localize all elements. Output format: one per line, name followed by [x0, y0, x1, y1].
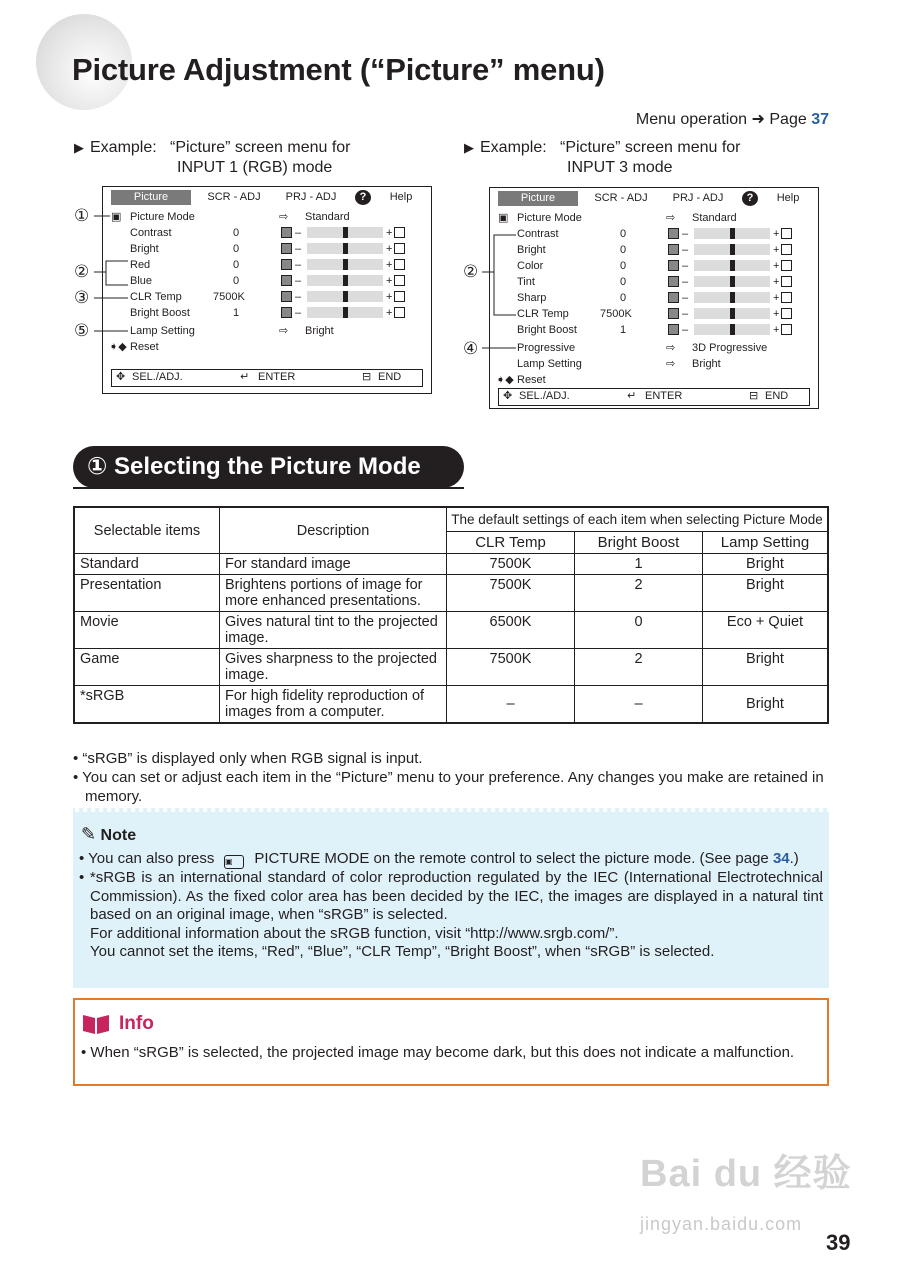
- note-bullet-2-line3: You cannot set the items, “Red”, “Blue”, “CLR Temp”, “Bright Boost”, when “sRGB” is selected.: [90, 943, 715, 960]
- osd-tab-bar: [498, 191, 810, 206]
- note-box: [73, 808, 829, 988]
- adjust-slider[interactable]: [694, 308, 770, 319]
- osd-row-value: Standard: [692, 212, 737, 224]
- adjust-slider[interactable]: [694, 244, 770, 255]
- osd-row-value: 1: [620, 324, 627, 336]
- osd-row-label: CLR Temp: [130, 291, 182, 303]
- adjust-plus-icon: [394, 275, 405, 286]
- osd-footer: [498, 388, 810, 406]
- plus-sign: +: [386, 307, 393, 319]
- adjust-plus-icon: [781, 244, 792, 255]
- osd-row-label: Contrast: [130, 227, 172, 239]
- cell-clr-temp: –: [447, 686, 575, 724]
- minus-sign: –: [682, 260, 689, 272]
- adjust-slider[interactable]: [307, 291, 383, 302]
- picture-mode-icon: ▣: [498, 212, 509, 224]
- section-divider: [73, 487, 464, 489]
- sel-adj-icon: ✥: [116, 371, 126, 383]
- callout-3: ③: [74, 288, 90, 307]
- table-row: [74, 686, 828, 724]
- osd-row-label: CLR Temp: [517, 308, 569, 320]
- minus-sign: –: [682, 292, 689, 304]
- book-icon: [81, 1012, 111, 1036]
- osd-row-label: Bright: [517, 244, 546, 256]
- adjust-plus-icon: [781, 260, 792, 271]
- minus-sign: –: [682, 276, 689, 288]
- osd-row-value: 0: [233, 259, 240, 271]
- table-row: [74, 554, 828, 575]
- cell-description: Gives sharpness to the projected image.: [220, 649, 447, 686]
- osd-row-reset[interactable]: [490, 372, 818, 388]
- callout-1: ①: [74, 206, 90, 225]
- example-line1: “Picture” screen menu for: [170, 139, 351, 156]
- cell-clr-temp: 7500K: [447, 649, 575, 686]
- osd-row-picture-mode[interactable]: [103, 209, 431, 225]
- osd-row-value: 1: [233, 307, 240, 319]
- osd-row-value: 0: [233, 275, 240, 287]
- osd-row-label: Bright Boost: [517, 324, 577, 336]
- adjust-slider[interactable]: [694, 276, 770, 287]
- cell-bright-boost: 2: [575, 575, 703, 612]
- example-label: Example:: [480, 139, 547, 156]
- submenu-arrow-icon: ⇨: [666, 342, 676, 354]
- cell-bright-boost: 0: [575, 612, 703, 649]
- left-callout-leader-lines: [90, 205, 130, 340]
- osd-row-contrast[interactable]: [103, 225, 431, 241]
- osd-row-label: Picture Mode: [517, 212, 582, 224]
- cell-bright-boost: –: [575, 686, 703, 724]
- menu-operation-page-link[interactable]: 37: [811, 111, 829, 128]
- slider-knob[interactable]: [343, 243, 348, 254]
- note-title-text: Note: [100, 827, 137, 844]
- plus-sign: +: [386, 259, 393, 271]
- slider-knob[interactable]: [730, 308, 735, 319]
- osd-row-value: 7500K: [213, 291, 245, 303]
- cell-item: Presentation: [74, 575, 220, 612]
- cell-item: *sRGB: [74, 686, 220, 724]
- minus-sign: –: [295, 291, 302, 303]
- osd-row-value: 0: [620, 244, 627, 256]
- note-bullet-2: • *sRGB is an international standard of color reproduction regulated by the IEC (International Electrotechnical Commission). As the fixed color area has been decided by the IEC, the images are displayed in a natural tint based on an original image, when “sRGB” is selected.: [79, 869, 823, 923]
- osd-row-value: Bright: [692, 358, 721, 370]
- osd-row-lamp-setting[interactable]: [490, 356, 818, 372]
- cell-lamp-setting: Bright: [703, 575, 829, 612]
- enter-icon: ↵: [627, 390, 637, 402]
- plus-sign: +: [386, 291, 393, 303]
- minus-sign: –: [682, 244, 689, 256]
- osd-row-clr-temp[interactable]: [490, 306, 818, 322]
- osd-row-bright-boost[interactable]: [103, 305, 431, 321]
- osd-row-contrast[interactable]: [490, 226, 818, 242]
- cell-description: Gives natural tint to the projected image.: [220, 612, 447, 649]
- note-b1-end: .): [789, 850, 799, 867]
- adjust-plus-icon: [781, 308, 792, 319]
- slider-knob[interactable]: [730, 292, 735, 303]
- cell-lamp-setting: Bright: [703, 686, 829, 724]
- adjust-plus-icon: [781, 292, 792, 303]
- footer-end-label: END: [378, 371, 402, 383]
- adjust-minus-icon: [668, 260, 679, 271]
- note-dot-border: [73, 808, 829, 814]
- table-row: [74, 575, 828, 612]
- info-box: [73, 998, 829, 1086]
- adjust-minus-icon: [668, 324, 679, 335]
- tab-scr-adj[interactable]: SCR - ADJ: [594, 192, 648, 204]
- cell-description: Brightens portions of image for more enhanced presentations.: [220, 575, 447, 612]
- minus-sign: –: [295, 307, 302, 319]
- osd-row-sharp[interactable]: [490, 290, 818, 306]
- adjust-minus-icon: [281, 227, 292, 238]
- footnote-srgb: • “sRGB” is displayed only when RGB signal is input.: [73, 750, 423, 767]
- osd-row-picture-mode[interactable]: [490, 210, 818, 226]
- header-clr-temp: CLR Temp: [447, 532, 575, 554]
- note-b1-pre: • You can also press: [79, 850, 215, 867]
- reset-arrows-icon: ➧◆: [109, 341, 127, 353]
- slider-knob[interactable]: [343, 291, 348, 302]
- plus-sign: +: [773, 244, 780, 256]
- osd-row-label: Blue: [130, 275, 153, 287]
- picture-mode-button-icon: ▣: [224, 855, 244, 869]
- cell-description: For high fidelity reproduction of images from a computer.: [220, 686, 447, 724]
- adjust-plus-icon: [394, 291, 405, 302]
- menu-operation-ref: [636, 109, 829, 129]
- plus-sign: +: [773, 308, 780, 320]
- osd-footer: [111, 369, 423, 387]
- adjust-minus-icon: [668, 276, 679, 287]
- example-label: Example:: [90, 139, 157, 156]
- slider-knob[interactable]: [730, 324, 735, 335]
- adjust-slider[interactable]: [694, 228, 770, 239]
- osd-row-value: 0: [620, 292, 627, 304]
- tab-prj-adj[interactable]: PRJ - ADJ: [285, 191, 337, 203]
- osd-row-label: Sharp: [517, 292, 547, 304]
- osd-row-label: Reset: [130, 341, 159, 353]
- baidu-watermark-url: jingyan.baidu.com: [640, 1214, 803, 1234]
- minus-sign: –: [682, 228, 689, 240]
- osd-tab-bar: [111, 190, 423, 205]
- osd-row-tint[interactable]: [490, 274, 818, 290]
- slider-knob[interactable]: [343, 259, 348, 270]
- tab-scr-adj[interactable]: SCR - ADJ: [207, 191, 261, 203]
- info-title: Info: [119, 1013, 154, 1034]
- slider-knob[interactable]: [343, 227, 348, 238]
- callout-2-right: ②: [463, 262, 479, 281]
- adjust-minus-icon: [281, 243, 292, 254]
- slider-knob[interactable]: [730, 276, 735, 287]
- adjust-plus-icon: [781, 228, 792, 239]
- note-bullet-2-line2: For additional information about the sRGB function, visit “http://www.srgb.com/”.: [90, 924, 619, 942]
- tab-help[interactable]: Help: [389, 191, 413, 203]
- adjust-plus-icon: [394, 259, 405, 270]
- plus-sign: +: [773, 228, 780, 240]
- adjust-minus-icon: [281, 307, 292, 318]
- osd-row-value: 0: [233, 243, 240, 255]
- osd-row-red[interactable]: [103, 257, 431, 273]
- table-footnotes: [73, 749, 829, 806]
- example-line2: INPUT 1 (RGB) mode: [177, 159, 333, 176]
- picture-mode-icon: ▣: [111, 211, 122, 223]
- adjust-minus-icon: [668, 244, 679, 255]
- table-row: [74, 612, 828, 649]
- help-icon: ?: [742, 191, 758, 206]
- table-row: [74, 649, 828, 686]
- note-page-link[interactable]: 34: [772, 850, 790, 867]
- example-line1: “Picture” screen menu for: [560, 139, 741, 156]
- cell-bright-boost: 1: [575, 554, 703, 575]
- adjust-slider[interactable]: [307, 307, 383, 318]
- osd-row-value: Standard: [305, 211, 350, 223]
- cell-lamp-setting: Bright: [703, 649, 829, 686]
- adjust-slider[interactable]: [694, 292, 770, 303]
- note-title: [81, 824, 136, 845]
- callout-2: ②: [74, 262, 90, 281]
- minus-sign: –: [295, 227, 302, 239]
- osd-row-label: Color: [517, 260, 544, 272]
- cell-item: Game: [74, 649, 220, 686]
- osd-row-bright[interactable]: [490, 242, 818, 258]
- osd-row-value: 3D Progressive: [692, 342, 768, 354]
- adjust-minus-icon: [281, 259, 292, 270]
- adjust-minus-icon: [668, 228, 679, 239]
- sel-adj-icon: ✥: [503, 390, 513, 402]
- adjust-slider[interactable]: [307, 227, 383, 238]
- osd-row-value: 0: [620, 228, 627, 240]
- plus-sign: +: [386, 275, 393, 287]
- enter-icon: ↵: [240, 371, 250, 383]
- minus-sign: –: [295, 243, 302, 255]
- example-line2: INPUT 3 mode: [567, 159, 673, 176]
- submenu-arrow-icon: ⇨: [666, 358, 676, 370]
- osd-row-label: Bright Boost: [130, 307, 190, 319]
- adjust-minus-icon: [668, 308, 679, 319]
- header-selectable-items: Selectable items: [74, 507, 220, 554]
- submenu-arrow-icon: ⇨: [279, 325, 289, 337]
- adjust-slider[interactable]: [694, 324, 770, 335]
- osd-row-value: Bright: [305, 325, 334, 337]
- adjust-minus-icon: [281, 275, 292, 286]
- osd-row-label: Reset: [517, 374, 546, 386]
- section-title: ① Selecting the Picture Mode: [73, 446, 464, 488]
- header-default-settings: The default settings of each item when selecting Picture Mode: [447, 507, 829, 532]
- osd-row-label: Progressive: [517, 342, 576, 354]
- osd-row-clr-temp[interactable]: [103, 289, 431, 305]
- footer-end-label: END: [765, 390, 789, 402]
- plus-sign: +: [773, 260, 780, 272]
- menu-operation-text: Menu operation ➜ Page: [635, 111, 807, 128]
- callout-5: ⑤: [74, 321, 90, 340]
- tab-picture[interactable]: Picture: [498, 191, 578, 206]
- footer-sel-label: SEL./ADJ.: [132, 371, 183, 383]
- minus-sign: –: [682, 324, 689, 336]
- osd-row-progressive[interactable]: [490, 340, 818, 356]
- end-button-icon: ⊟: [749, 390, 759, 402]
- cell-item: Movie: [74, 612, 220, 649]
- adjust-minus-icon: [281, 291, 292, 302]
- adjust-slider[interactable]: [307, 259, 383, 270]
- osd-row-color[interactable]: [490, 258, 818, 274]
- plus-sign: +: [773, 276, 780, 288]
- osd-menu-input1: [102, 186, 432, 394]
- minus-sign: –: [295, 275, 302, 287]
- help-icon: ?: [355, 190, 371, 205]
- cell-item: Standard: [74, 554, 220, 575]
- osd-row-bright-boost[interactable]: [490, 322, 818, 338]
- osd-row-blue[interactable]: [103, 273, 431, 289]
- plus-sign: +: [773, 292, 780, 304]
- footer-enter-label: ENTER: [258, 371, 296, 383]
- example-left-caption: [74, 138, 351, 178]
- osd-row-label: Bright: [130, 243, 159, 255]
- adjust-plus-icon: [781, 324, 792, 335]
- minus-sign: –: [295, 259, 302, 271]
- slider-knob[interactable]: [730, 260, 735, 271]
- slider-knob[interactable]: [730, 228, 735, 239]
- slider-knob[interactable]: [730, 244, 735, 255]
- osd-row-label: Lamp Setting: [517, 358, 582, 370]
- tab-picture[interactable]: Picture: [111, 190, 191, 205]
- example-right-caption: [464, 138, 741, 178]
- adjust-minus-icon: [668, 292, 679, 303]
- baidu-watermark: Bai du 经验: [640, 1153, 852, 1195]
- right-callout-leader-lines: [478, 220, 518, 360]
- osd-row-label: Red: [130, 259, 151, 271]
- info-text: • When “sRGB” is selected, the projected image may become dark, but this does not indicate a malfunction.: [81, 1044, 795, 1061]
- arrow-right-icon: ▶: [464, 140, 474, 155]
- arrow-right-icon: ▶: [74, 140, 84, 155]
- minus-sign: –: [682, 308, 689, 320]
- plus-sign: +: [386, 227, 393, 239]
- adjust-slider[interactable]: [694, 260, 770, 271]
- adjust-slider[interactable]: [307, 275, 383, 286]
- header-description: Description: [220, 507, 447, 554]
- osd-row-label: Tint: [517, 276, 535, 288]
- page-number: 39: [826, 1230, 851, 1255]
- osd-row-value: 0: [620, 260, 627, 272]
- submenu-arrow-icon: ⇨: [279, 211, 289, 223]
- cell-lamp-setting: Eco + Quiet: [703, 612, 829, 649]
- footer-enter-label: ENTER: [645, 390, 683, 402]
- osd-row-value: 0: [620, 276, 627, 288]
- adjust-plus-icon: [394, 227, 405, 238]
- cell-description: For standard image: [220, 554, 447, 575]
- picture-mode-table: [73, 506, 829, 724]
- tab-help[interactable]: Help: [776, 192, 800, 204]
- osd-row-value: 0: [233, 227, 240, 239]
- osd-row-label: Lamp Setting: [130, 325, 195, 337]
- cell-clr-temp: 7500K: [447, 575, 575, 612]
- header-lamp-setting: Lamp Setting: [703, 532, 829, 554]
- footer-sel-label: SEL./ADJ.: [519, 390, 570, 402]
- osd-row-lamp-setting[interactable]: [103, 323, 431, 339]
- slider-knob[interactable]: [343, 275, 348, 286]
- cell-bright-boost: 2: [575, 649, 703, 686]
- reset-arrows-icon: ➧◆: [496, 374, 514, 386]
- adjust-plus-icon: [394, 243, 405, 254]
- adjust-slider[interactable]: [307, 243, 383, 254]
- osd-row-label: Picture Mode: [130, 211, 195, 223]
- osd-row-bright[interactable]: [103, 241, 431, 257]
- osd-menu-input3: [489, 187, 819, 409]
- adjust-plus-icon: [394, 307, 405, 318]
- plus-sign: +: [386, 243, 393, 255]
- note-body: [79, 850, 823, 962]
- slider-knob[interactable]: [343, 307, 348, 318]
- tab-prj-adj[interactable]: PRJ - ADJ: [672, 192, 724, 204]
- plus-sign: +: [773, 324, 780, 336]
- note-b1-post: PICTURE MODE on the remote control to select the picture mode. (See page: [254, 850, 769, 867]
- cell-clr-temp: 6500K: [447, 612, 575, 649]
- osd-row-reset[interactable]: [103, 339, 431, 355]
- note-bullet-1: [79, 850, 823, 869]
- adjust-plus-icon: [781, 276, 792, 287]
- osd-row-label: Contrast: [517, 228, 559, 240]
- footnote-memory: • You can set or adjust each item in the “Picture” menu to your preference. Any changes you make are retained in memory.: [73, 769, 824, 805]
- header-bright-boost: Bright Boost: [575, 532, 703, 554]
- end-button-icon: ⊟: [362, 371, 372, 383]
- osd-row-value: 7500K: [600, 308, 632, 320]
- pencil-icon: ✎: [81, 824, 97, 844]
- cell-clr-temp: 7500K: [447, 554, 575, 575]
- submenu-arrow-icon: ⇨: [666, 212, 676, 224]
- cell-lamp-setting: Bright: [703, 554, 829, 575]
- callout-4: ④: [463, 339, 479, 358]
- page-title: Picture Adjustment (“Picture” menu): [72, 52, 605, 87]
